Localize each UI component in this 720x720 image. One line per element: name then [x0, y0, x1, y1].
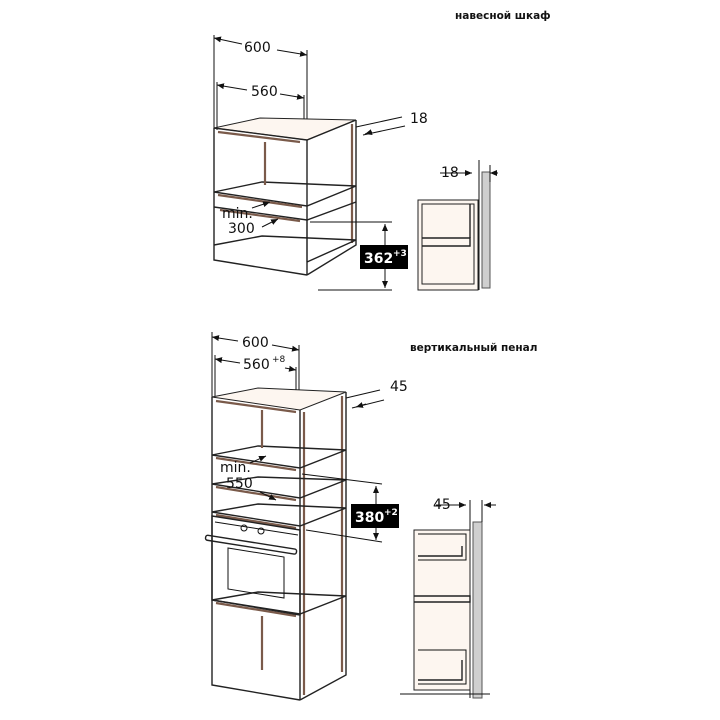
niche-height-value: 362 — [364, 251, 394, 267]
wall-cabinet-diagram — [214, 10, 551, 290]
tall-side-gap-label: 45 — [433, 497, 451, 513]
min-300-dimension — [222, 202, 278, 237]
tall-niche-height-value: 380 — [355, 510, 385, 526]
min-label: min. — [222, 206, 253, 222]
niche-height-tolerance: +3 — [393, 249, 407, 259]
niche-height-380-dimension — [302, 474, 399, 542]
width-outer-label: 600 — [244, 40, 271, 56]
niche-height-362-dimension — [310, 222, 408, 290]
tall-width-inner-tolerance: +8 — [272, 355, 286, 365]
tall-back-gap-label: 45 — [390, 379, 408, 395]
tall-niche-height-tolerance: +2 — [384, 508, 398, 518]
back-gap-18-dimension — [356, 111, 428, 135]
tall-cabinet-caption: вертикальный пенал — [410, 342, 538, 354]
tall-wall — [473, 522, 482, 698]
width-inner-label: 560 — [251, 84, 278, 100]
tall-width-outer-label: 600 — [242, 335, 269, 351]
wall-cabinet-section — [418, 160, 498, 290]
tall-back-gap-45-dimension — [346, 379, 408, 408]
tall-cabinet-section — [400, 497, 496, 698]
tall-width-inner-label: 560 — [243, 357, 270, 373]
wall — [482, 172, 490, 288]
wall-cabinet-box — [214, 118, 356, 275]
wall-cabinet-caption: навесной шкаф — [455, 10, 551, 22]
back-gap-label: 18 — [410, 111, 428, 127]
oven-appliance — [205, 516, 300, 615]
tall-min-label: min. — [220, 460, 251, 476]
tall-min-value: 550 — [226, 476, 253, 492]
min-value: 300 — [228, 221, 255, 237]
oven-knob-left — [241, 525, 247, 531]
side-gap-label: 18 — [441, 165, 459, 181]
tall-cabinet-diagram — [205, 332, 537, 700]
